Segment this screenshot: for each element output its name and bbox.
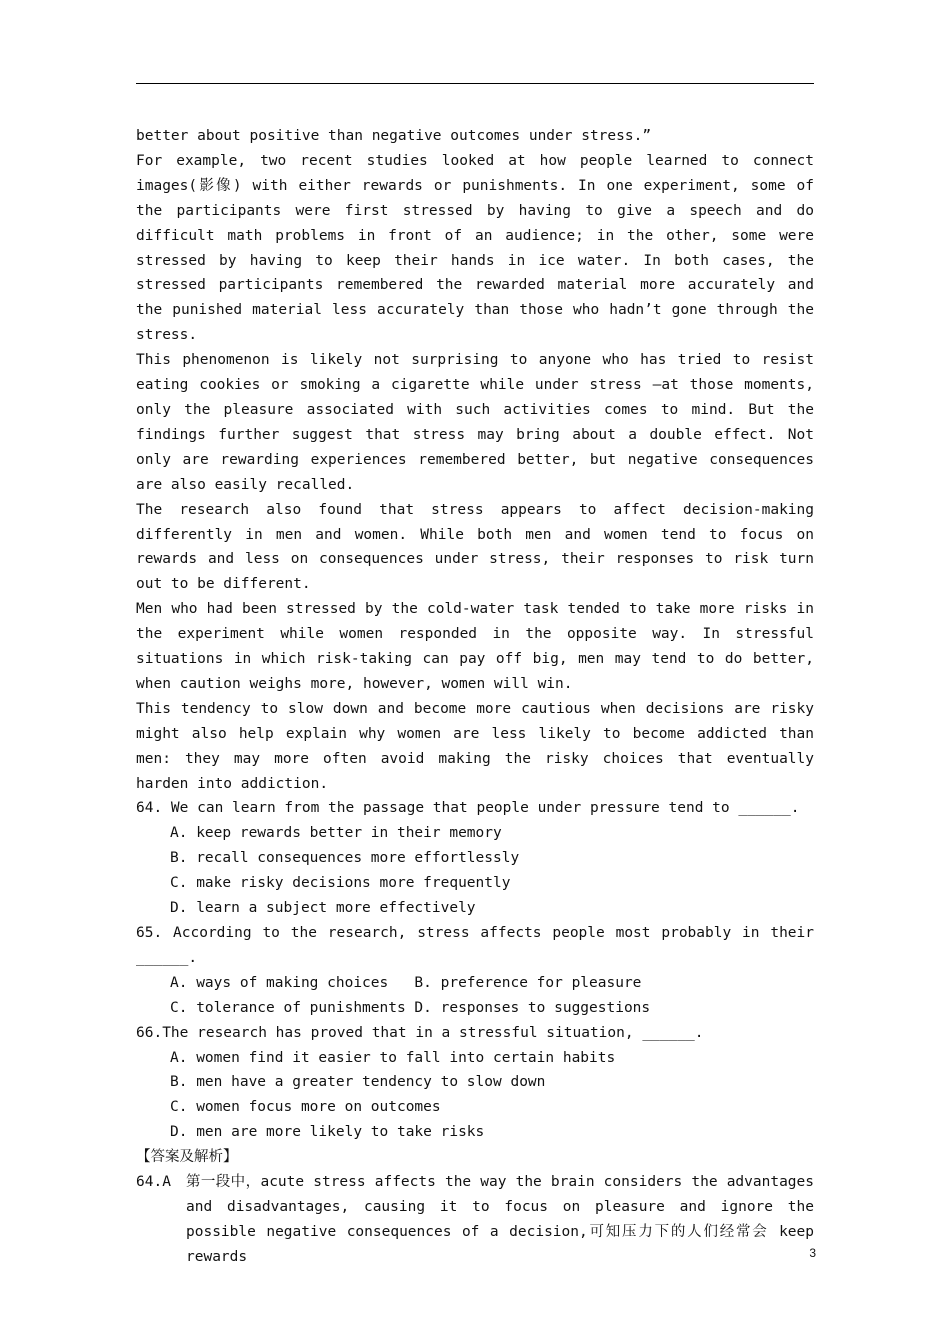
passage-paragraph: better about positive than negative outcomes under stress.”	[136, 128, 652, 144]
question-66	[136, 1021, 814, 1146]
question-option: C. make risky decisions more frequently	[170, 875, 511, 892]
question-option: B. recall consequences more effortlessly	[170, 850, 520, 867]
header-rule	[136, 83, 814, 84]
question-option: A. ways of making choices B. preference for pleasure	[170, 974, 642, 991]
passage-paragraph: This phenomenon is likely not surprising to anyone who has tried to resist eating cookies or smoking a cigarette while under stress –at those moments, only the pleasure associated with such activities comes to mind. But the findings further suggest that stress may bring about a double effect. Not only are rewarding experiences remembered better, but negative consequences are also easily recalled.	[136, 352, 814, 493]
passage-paragraph: Men who had been stressed by the cold-water task tended to take more risks in the experiment while women responded in the opposite way. In stressful situations in which risk-taking can pay off big, men may tend to do better, when caution weighs more, however, women will win.	[136, 601, 814, 692]
question-option: C. tolerance of punishments D. responses to suggestions	[170, 999, 651, 1016]
question-option: C. women focus more on outcomes	[170, 1099, 441, 1116]
passage-paragraph: The research also found that stress appears to affect decision-making differently in men and women. While both men and women tend to focus on rewards and less on consequences under stress, their responses to risk turn out to be different.	[136, 501, 814, 593]
question-option: D. men are more likely to take risks	[170, 1124, 485, 1141]
page-content	[136, 124, 814, 1270]
question-option: D. learn a subject more effectively	[170, 900, 476, 917]
answer-64	[136, 1170, 814, 1270]
passage-paragraph: For example, two recent studies looked at how people learned to connect images(影像) with either rewards or punishments. In one experiment, some of the participants were first stressed by having to give a speech and do difficult math problems in front of an audience; in the other, some were stressed by having to keep their hands in ice water. In both cases, the stressed participants remembered the rewarded material more accurately and the punished material less accurately than those who hadn’t gone through the stress.	[136, 152, 814, 344]
answer-number: 64.A	[136, 1174, 171, 1191]
question-stem: 66.The research has proved that in a stressful situation, ______.	[136, 1024, 704, 1041]
answer-explanation: 第一段中，acute stress affects the way the brain considers the advantages and disadvantages, causing it to focus on pleasure and ignore the possible negative consequences of a decision,可知压力下的人们经常会 keep rewards	[186, 1174, 814, 1265]
question-option: A. women find it easier to fall into certain habits	[170, 1049, 616, 1066]
question-stem: 65. According to the research, stress affects people most probably in their ______.	[136, 925, 814, 966]
answer-heading: 【答案及解析】	[136, 1149, 238, 1166]
passage-paragraph: This tendency to slow down and become more cautious when decisions are risky might also help explain why women are less likely to become addicted than men: they may more often avoid making the risky choices that eventually harden into addiction.	[136, 700, 814, 792]
question-option: A. keep rewards better in their memory	[170, 825, 502, 842]
question-option: B. men have a greater tendency to slow down	[170, 1074, 546, 1091]
question-64	[136, 796, 814, 921]
question-stem: 64. We can learn from the passage that people under pressure tend to ______.	[136, 800, 800, 817]
question-65	[136, 921, 814, 1021]
page-number: 3	[809, 1246, 816, 1260]
